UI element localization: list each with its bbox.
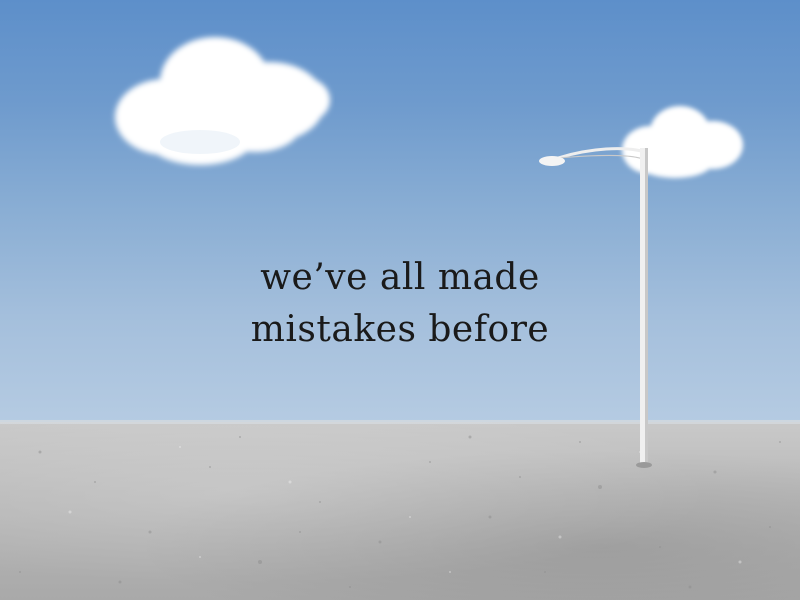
caption-line-2: mistakes before bbox=[250, 309, 550, 350]
caption bbox=[200, 252, 600, 356]
lamp-head bbox=[539, 156, 565, 166]
cloud-left bbox=[105, 22, 335, 172]
gravel-texture bbox=[0, 422, 800, 600]
caption-line-1: we’ve all made bbox=[260, 257, 540, 298]
ground bbox=[0, 422, 800, 600]
horizon-line bbox=[0, 420, 800, 424]
